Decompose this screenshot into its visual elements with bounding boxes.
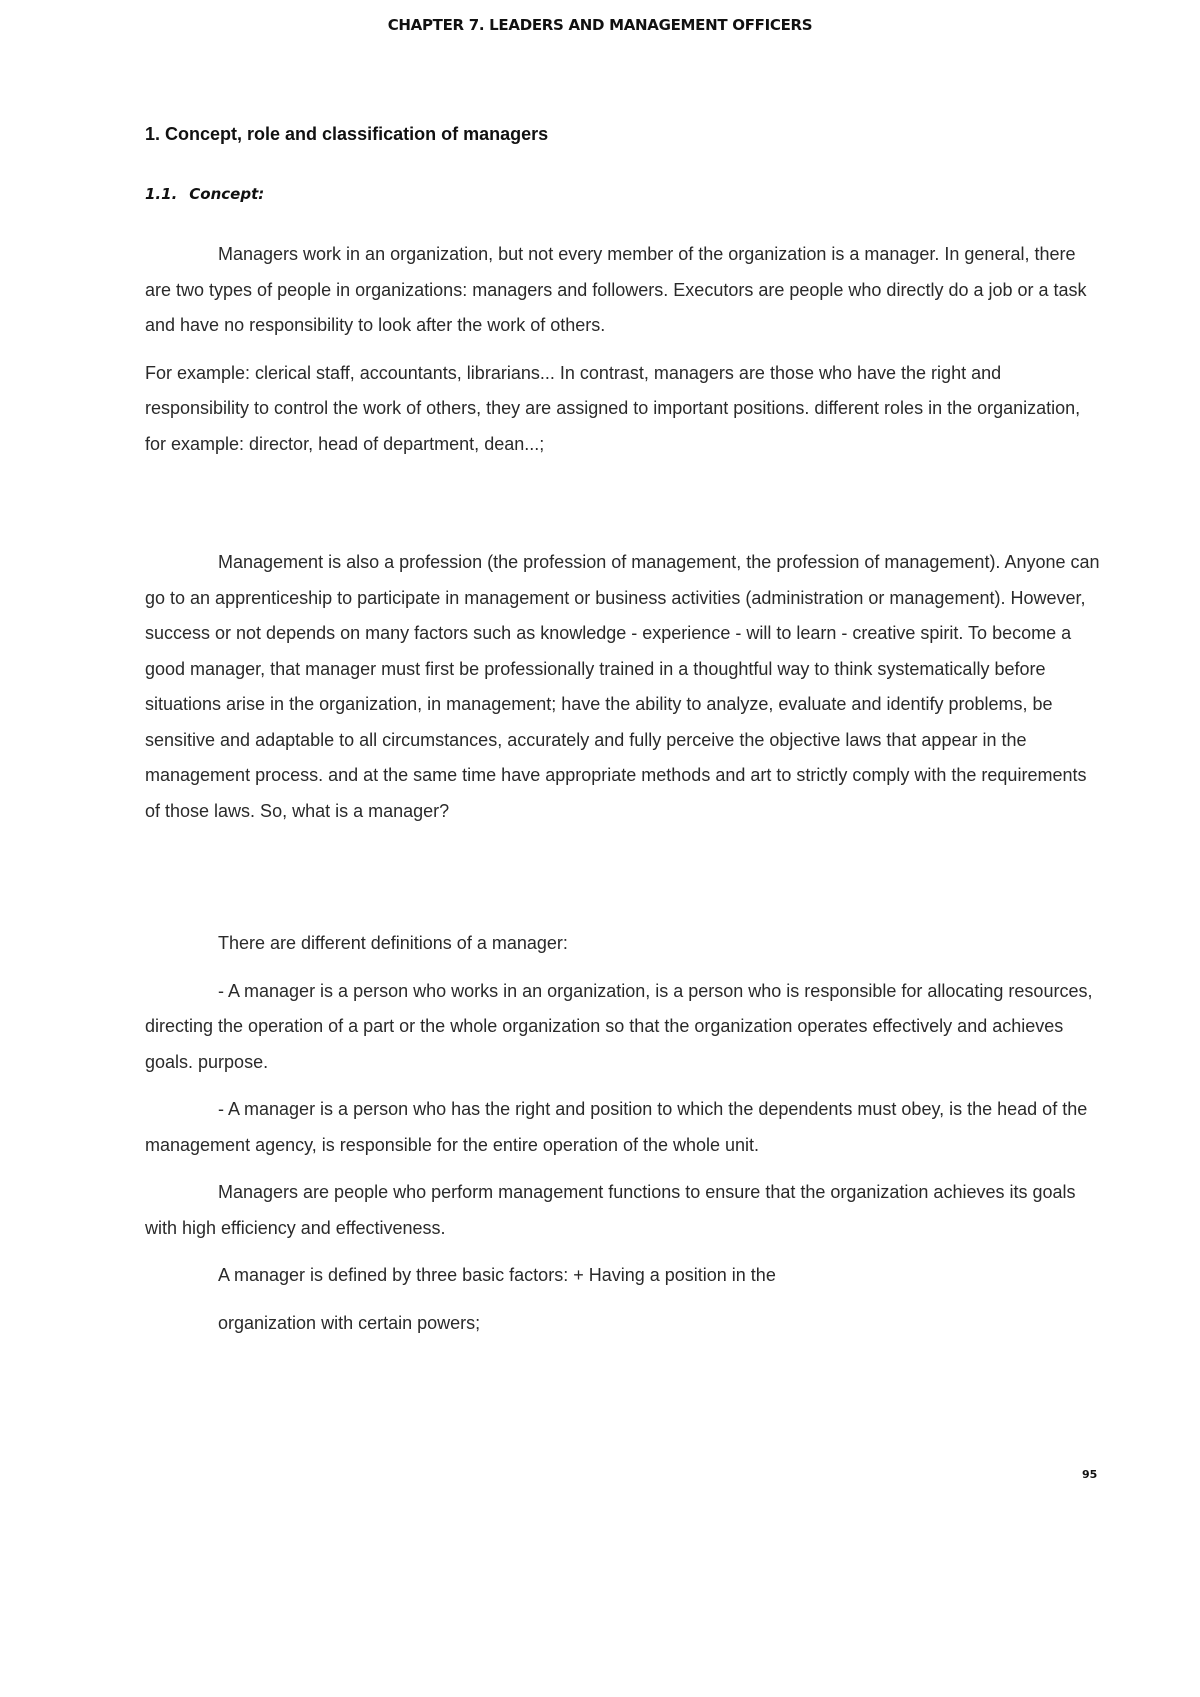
page-content — [145, 124, 1105, 1341]
paragraph-managers-functions: Managers are people who perform management functions to ensure that the organization achieves its goals with high efficiency and effectiveness. — [145, 1182, 1076, 1238]
page-number: 95 — [1082, 1468, 1098, 1481]
section-heading: 1. Concept, role and classification of managers — [145, 124, 549, 144]
paragraph-definition-one: - A manager is a person who works in an organization, is a person who is responsible for allocating resources, directing the operation of a part or the whole organization so that the organization operates effectively and achieves goals. purpose. — [145, 980, 1093, 1072]
subsection-title: Concept: — [189, 185, 265, 203]
subsection-number: 1.1. — [145, 185, 178, 203]
paragraph-position-powers: organization with certain powers; — [218, 1312, 481, 1333]
paragraph-definition-two: - A manager is a person who has the right and position to which the dependents must obey, is the head of the management agency, is responsible for the entire operation of the whole unit. — [145, 1099, 1088, 1155]
paragraph-profession: Management is also a profession (the profession of management, the profession of management). Anyone can go to an apprenticeship to participate in management or business activities (administration or management). However, success or not depends on many factors such as knowledge - experience - will to learn - creative spirit. To become a good manager, that manager must first be professionally trained in a thoughtful way to think systematically before situations arise in the organization, in management; have the ability to analyze, evaluate and identify problems, be sensitive and adaptable to all circumstances, accurately and fully perceive the objective laws that appear in the management process. and at the same time have appropriate methods and art to strictly comply with the requirements of those laws. So, what is a manager? — [145, 552, 1100, 821]
paragraph-example: For example: clerical staff, accountants, librarians... In contrast, managers are those who have the right and responsibility to control the work of others, they are assigned to important positions. different roles in the organization, for example: director, head of department, dean...; — [145, 362, 1081, 454]
paragraph-definitions-intro: There are different definitions of a manager: — [218, 933, 568, 953]
paragraph-managers-intro: Managers work in an organization, but not every member of the organization is a manager. In general, there are two types of people in organizations: managers and followers. Executors are people who directly do a job or a task and have no responsibility to look after the work of others. — [145, 244, 1087, 335]
paragraph-three-factors: A manager is defined by three basic factors: + Having a position in the — [218, 1265, 776, 1285]
subsection-heading — [145, 185, 1105, 203]
chapter-header: CHAPTER 7. LEADERS AND MANAGEMENT OFFICERS — [387, 16, 813, 34]
